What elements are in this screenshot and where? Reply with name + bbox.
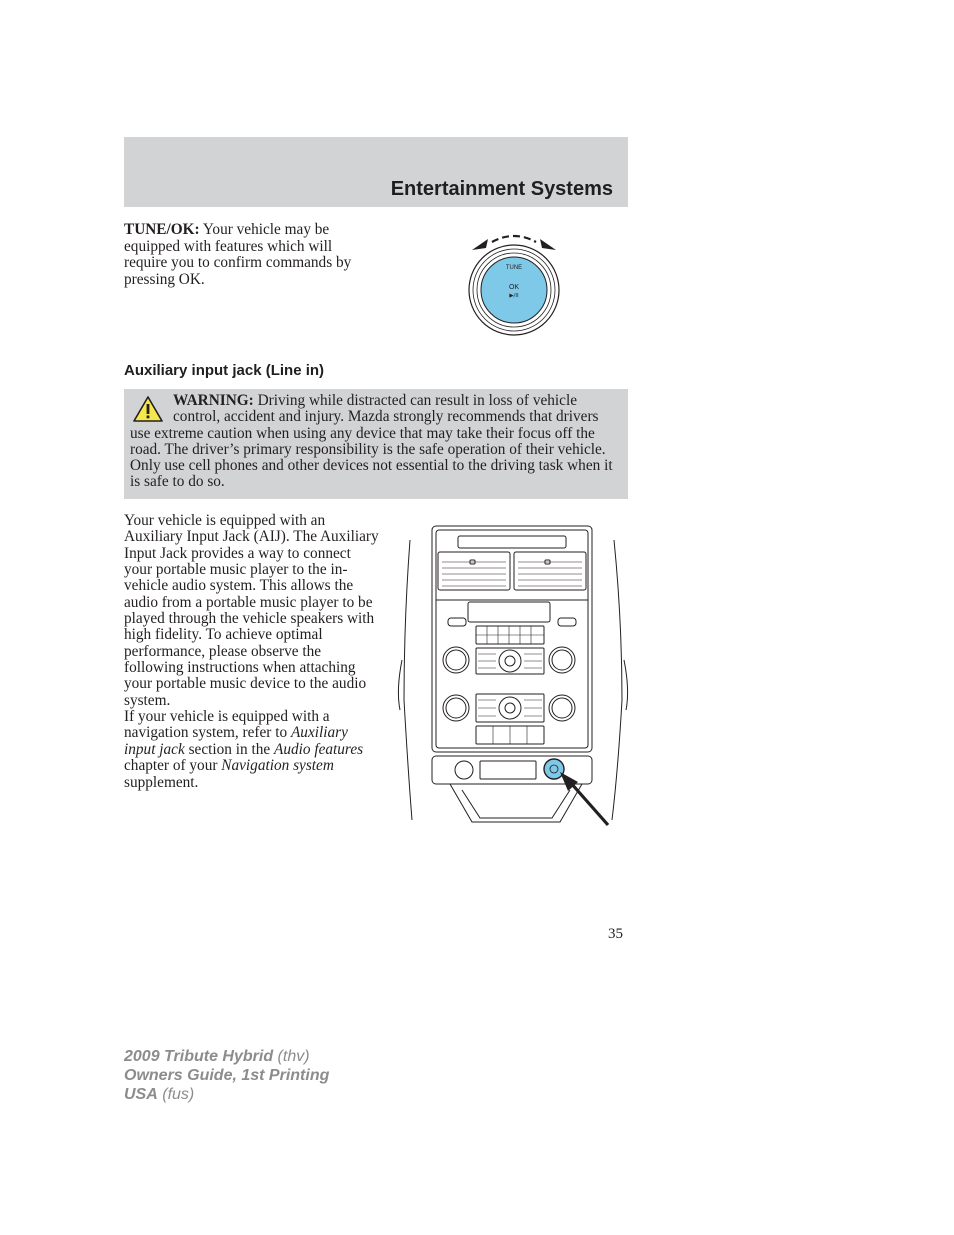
- footer: [124, 1047, 329, 1104]
- footer-model-code: (thv): [277, 1048, 310, 1065]
- page-number: 35: [608, 926, 623, 942]
- warning-box: [124, 389, 628, 499]
- footer-market-code: (fus): [162, 1086, 195, 1103]
- warning-text: Driving while distracted can result in loss of vehicle control, accident and injury. Mazda strongly recommends that drivers use extreme caution when using any device that may take their focus off the road. The driver’s primary responsibility is the safe operation of their vehicle. Only use cell phones and other devices not essential to the driving task when it is safe to do so.: [130, 392, 613, 491]
- nav-ref-navigation-system: Navigation system: [221, 757, 334, 775]
- tune-ok-text: Your vehicle may be equipped with features which will require you to confirm commands by pressing OK.: [124, 221, 352, 288]
- warning-label: WARNING:: [173, 392, 254, 409]
- tune-ok-label: TUNE/OK:: [124, 221, 200, 238]
- header-band: [124, 137, 628, 207]
- page-section-title: Entertainment Systems: [390, 178, 613, 200]
- nav-ref-audio-features: Audio features: [273, 740, 364, 758]
- aux-section-heading: Auxiliary input jack (Line in): [124, 362, 325, 379]
- knob-ok-label: OK: [508, 284, 520, 291]
- tune-ok-paragraph: [124, 222, 374, 288]
- center-console-illustration: [392, 520, 632, 828]
- nav-text-4: supplement.: [124, 773, 199, 791]
- aux-body-paragraph: [124, 513, 382, 791]
- tune-knob-illustration: [462, 228, 566, 338]
- nav-text-3: chapter of your: [124, 757, 218, 775]
- knob-tune-label: TUNE: [505, 265, 523, 271]
- footer-edition: Owners Guide, 1st Printing: [124, 1067, 330, 1084]
- footer-market: USA: [124, 1086, 158, 1103]
- nav-text-1: If your vehicle is equipped with a navigation system, refer to: [124, 708, 330, 742]
- nav-ref-aux-jack: Auxiliary input jack: [124, 724, 348, 758]
- footer-model: 2009 Tribute Hybrid: [124, 1048, 274, 1065]
- aux-body-text: Your vehicle is equipped with an Auxiliary Input Jack (AIJ). The Auxiliary Input Jack provides a way to connect your portable music player to the in-vehicle audio system. This allows the audio from a portable music player to be played through the vehicle speakers with high fidelity. To achieve optimal performance, please observe the following instructions when attaching your portable music device to the audio system.: [124, 512, 379, 709]
- nav-text-2: section in the: [188, 740, 271, 758]
- aux-jack-icon: [544, 759, 564, 779]
- warning-paragraph: [130, 393, 622, 491]
- knob-play-pause-label: ▶/II: [509, 293, 519, 299]
